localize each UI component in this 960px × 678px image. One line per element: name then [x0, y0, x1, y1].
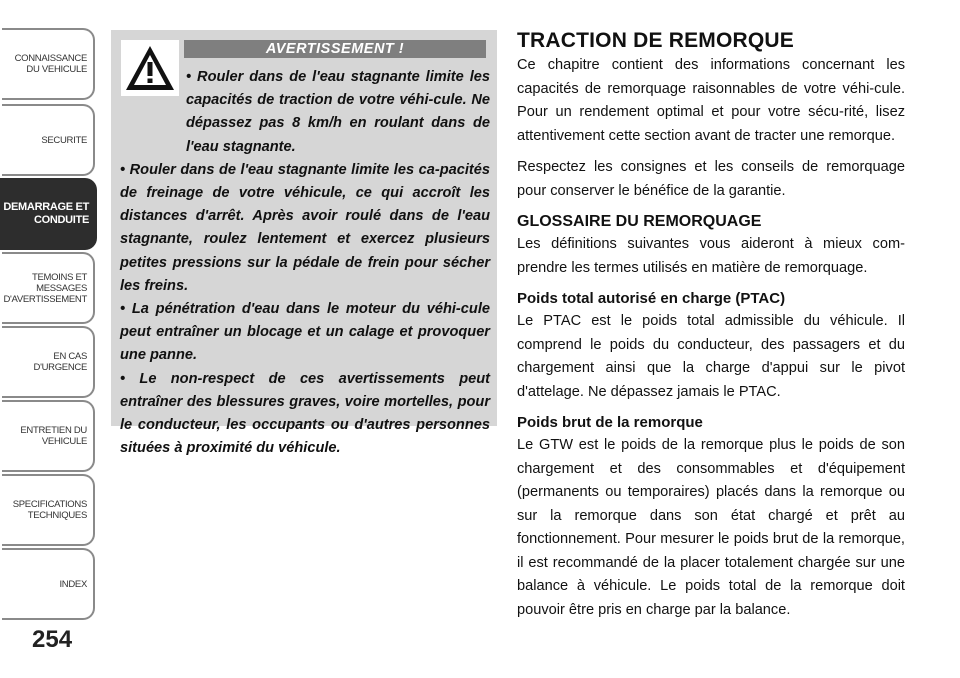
warning-title: AVERTISSEMENT !: [184, 40, 486, 58]
warning-item: • Rouler dans de l'eau stagnante limite les capacités de traction de votre véhi-cule. Ne dépassez pas 8 km/h en roulant dans de l'eau stagnante.: [186, 69, 490, 155]
warning-item: • Rouler dans de l'eau stagnante limite les ca-pacités de freinage de votre véhicule, ce qui accroît les distances d'arrêt. Après avoir roulé dans de l'eau stagnante, roulez lentement et exercez plusieurs petites pressions sur la pédale de frein pour sécher les freins.: [120, 161, 490, 294]
tab-specifications-techniques[interactable]: SPECIFICATIONS TECHNIQUES: [2, 474, 95, 546]
gtw-heading: Poids brut de la remorque: [517, 414, 703, 431]
warning-item: • La pénétration d'eau dans le moteur du véhi-cule peut entraîner un blocage et un calage et provoquer une panne.: [120, 301, 490, 364]
tab-securite[interactable]: SECURITE: [2, 104, 95, 176]
tab-en-cas-d-urgence[interactable]: EN CAS D'URGENCE: [2, 326, 95, 398]
intro-paragraph: Ce chapitre contient des informations concernant les capacités de remorquage raisonnables de votre véhi-cule. Pour un rendement optimal et pour votre sécu-rité, lisez attentivement cette section avant de tracter une remorque.: [517, 57, 905, 144]
page-number: 254: [32, 626, 73, 653]
main-content: [517, 28, 905, 622]
gtw-paragraph: Le GTW est le poids de la remorque plus le poids de son chargement et des consommables et d'équipement (permanents ou temporaires) placés dans la remorque ou sur la remorque dans son état chargé et prêt au fonctionnement. Pour mesurer le poids brut de la remorque, il est recommandé de la placer totalement chargée sur une balance à véhicule. Le poids total de la remorque doit pouvoir être pris en charge par la balance.: [517, 437, 905, 618]
section-title: TRACTION DE REMORQUE: [517, 29, 794, 52]
tab-index[interactable]: INDEX: [2, 548, 95, 620]
ptac-paragraph: Le PTAC est le poids total admissible du véhicule. Il comprend le poids du conducteur, des passagers et du chargement ainsi que la charge d'appui sur le pivot d'attelage. Ne dépassez jamais le PTAC.: [517, 313, 905, 400]
glossary-paragraph: Les définitions suivantes vous aideront à mieux com-prendre les termes utilisés en matière de remorquage.: [517, 236, 905, 276]
tab-temoins-et-messages[interactable]: TEMOINS ET MESSAGES D'AVERTISSEMENT: [2, 252, 95, 324]
intro-paragraph-2: Respectez les consignes et les conseils de remorquage pour conserver le bénéfice de la garantie.: [517, 159, 905, 199]
warning-body: [120, 66, 490, 460]
warning-item: • Le non-respect de ces avertissements peut entraîner des blessures graves, voire mortelles, pour le conducteur, les occupants ou d'autres personnes situées à proximité du véhicule.: [120, 370, 490, 457]
glossary-heading: GLOSSAIRE DU REMORQUAGE: [517, 213, 762, 230]
tab-demarrage-et-conduite[interactable]: DEMARRAGE ET CONDUITE: [0, 178, 97, 250]
chapter-tabs: [0, 0, 98, 630]
ptac-heading: Poids total autorisé en charge (PTAC): [517, 290, 786, 307]
tab-entretien-du-vehicule[interactable]: ENTRETIEN DU VEHICULE: [2, 400, 95, 472]
tab-connaissance-du-vehicule[interactable]: CONNAISSANCE DU VEHICULE: [2, 28, 95, 100]
